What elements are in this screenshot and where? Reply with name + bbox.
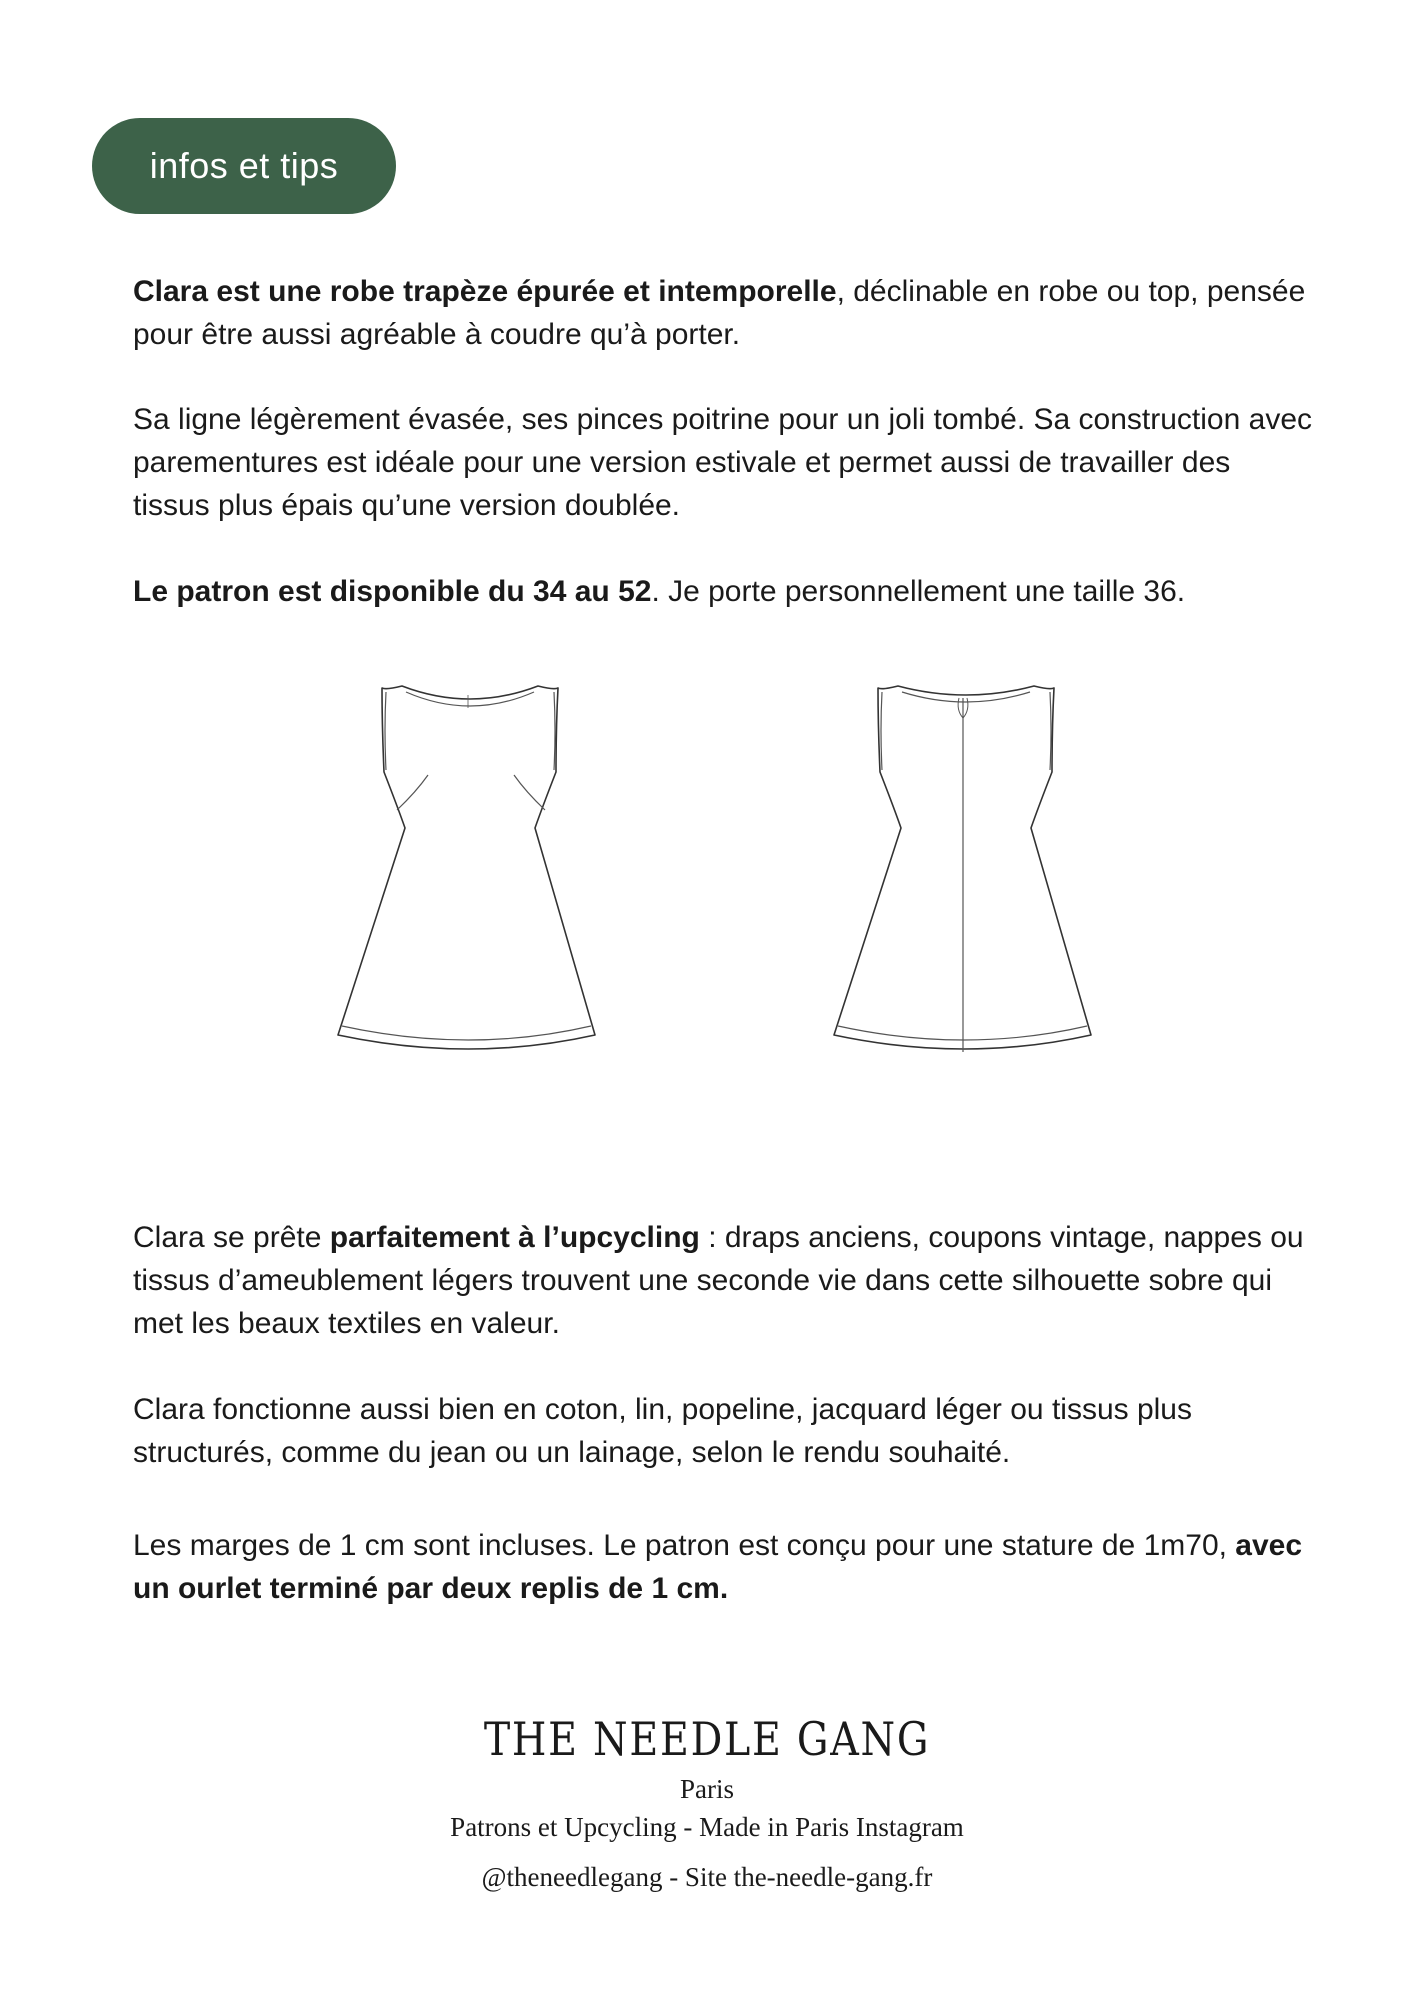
intro-paragraph — [133, 270, 1313, 356]
margins-paragraph — [133, 1524, 1313, 1610]
upcycling-paragraph — [133, 1216, 1313, 1345]
upcycling-before: Clara se prête — [133, 1221, 330, 1254]
margins-bold: avec un ourlet terminé par deux replis de 1 cm. — [133, 1529, 1303, 1605]
dress-back-sketch — [816, 668, 1116, 1068]
section-badge — [92, 118, 396, 214]
sizes-bold: Le patron est disponible du 34 au 52 — [133, 575, 652, 608]
section-badge-label: infos et tips — [149, 145, 339, 186]
upcycling-rest: : draps anciens, coupons vintage, nappes ou tissus d’ameublement légers trouvent une seconde vie dans cette silhouette sobre qui met les beaux textiles en valeur. — [133, 1221, 1304, 1340]
sizes-rest: . Je porte personnellement une taille 36. — [651, 575, 1186, 608]
brand-tagline: Patrons et Upcycling - Made in Paris Instagram — [450, 1812, 964, 1842]
sizes-paragraph — [133, 570, 1313, 613]
fabrics-text: Clara fonctionne aussi bien en coton, lin, popeline, jacquard léger ou tissus plus structurés, comme du jean ou un lainage, selon le rendu souhaité. — [133, 1393, 1192, 1469]
upcycling-bold: parfaitement à l’upcycling — [329, 1221, 700, 1254]
brand-name: THE NEEDLE GANG — [483, 1712, 931, 1766]
line-paragraph — [133, 398, 1313, 527]
fabrics-paragraph — [133, 1388, 1313, 1474]
intro-rest: , déclinable en robe ou top, pensée pour être aussi agréable à coudre qu’à porter. — [133, 275, 1306, 351]
dress-front-sketch — [320, 668, 620, 1068]
brand-city: Paris — [680, 1774, 734, 1804]
brand-contact: @theneedlegang - Site the-needle-gang.fr — [481, 1862, 933, 1892]
line-text: Sa ligne légèrement évasée, ses pinces poitrine pour un joli tombé. Sa construction avec parementures est idéale pour une version estivale et permet aussi de travailler des tissus plus épais qu’une version doublée. — [133, 403, 1313, 522]
intro-bold: Clara est une robe trapèze épurée et intemporelle — [133, 275, 837, 308]
margins-before: Les marges de 1 cm sont incluses. Le patron est conçu pour une stature de 1m70, — [133, 1529, 1236, 1562]
